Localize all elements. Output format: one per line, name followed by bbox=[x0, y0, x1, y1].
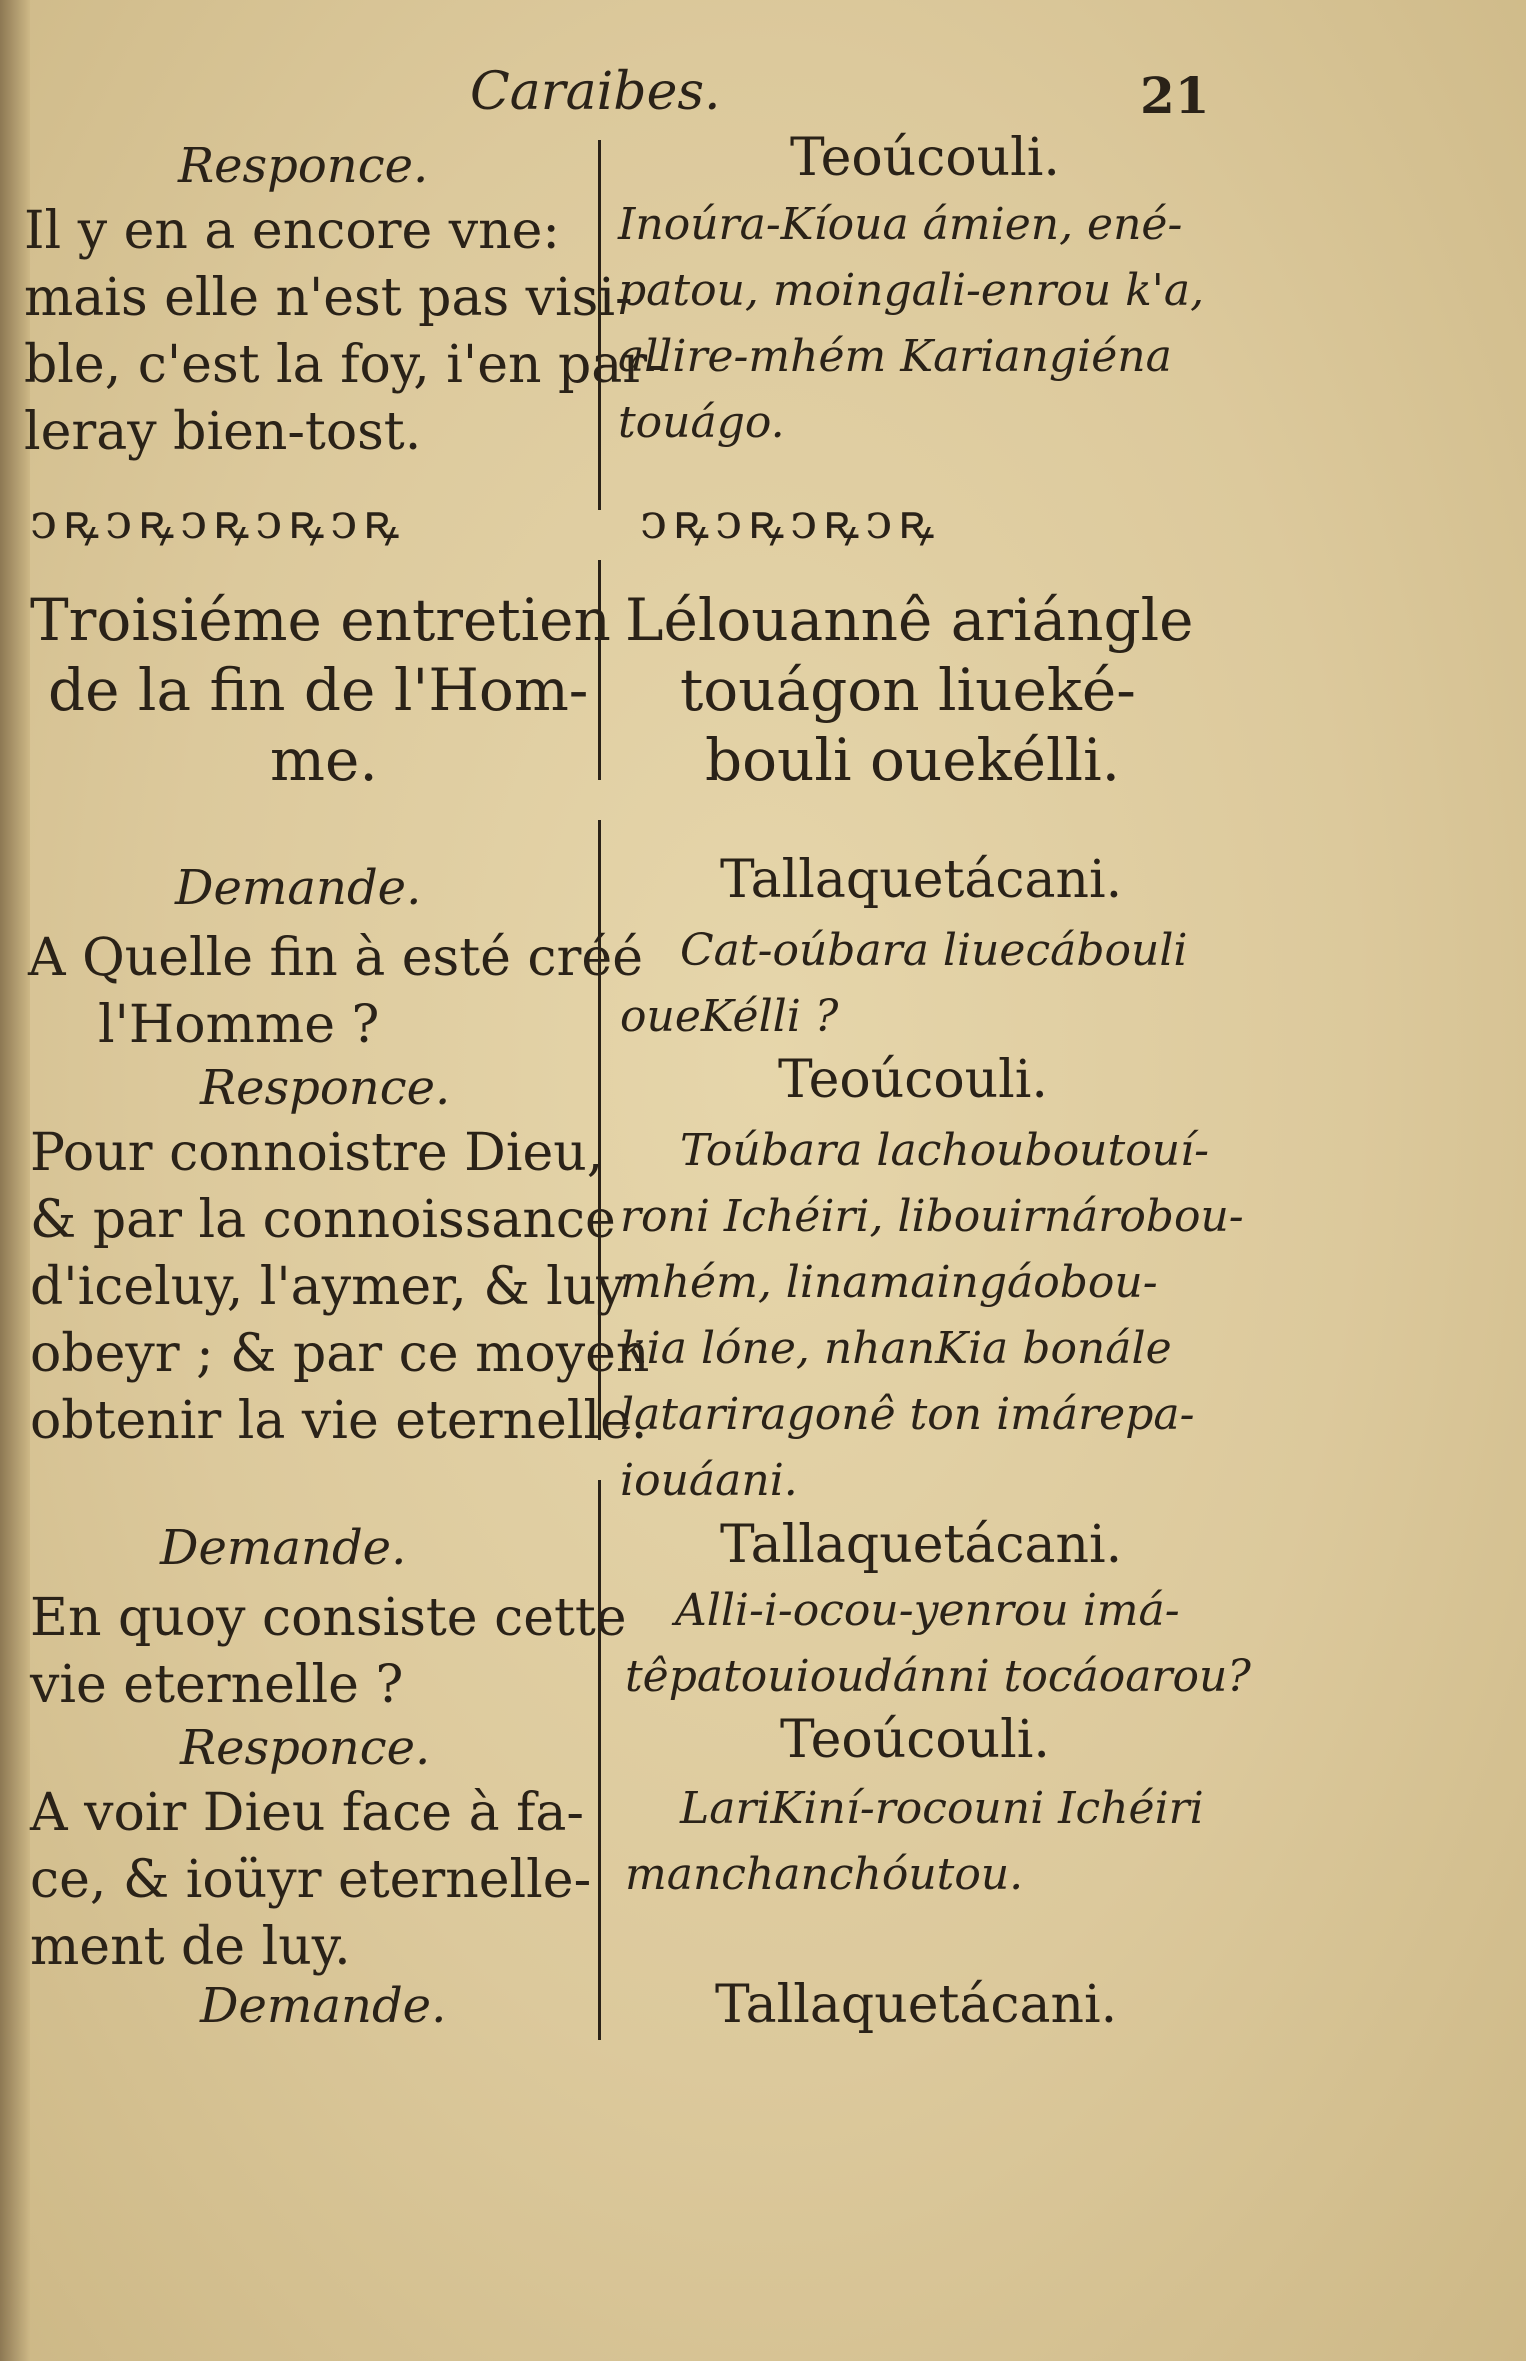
text-line: manchanchóutou. bbox=[625, 1849, 1024, 1900]
left-ornament: ↄꝶↄꝶↄꝶↄꝶↄꝶ bbox=[30, 494, 406, 550]
left-response-text bbox=[30, 1780, 591, 1981]
text-line: Toúbara lachouboutouí- bbox=[680, 1125, 1209, 1176]
text-line: A voir Dieu face à fa- bbox=[30, 1783, 584, 1843]
right-question-label: Tallaquetácani. bbox=[715, 1975, 1118, 2035]
text-line: & par la connoissance bbox=[30, 1190, 616, 1250]
right-response-text bbox=[620, 1118, 1244, 1514]
text-line: roni Ichéiri, libouirnárobou- bbox=[620, 1191, 1244, 1242]
text-line: ment de luy. bbox=[30, 1917, 351, 1977]
text-line: Inoúra-Kíoua ámien, ené- bbox=[618, 199, 1183, 250]
text-line: allire-mhém Kariangiéna bbox=[618, 331, 1172, 382]
text-line: l'Homme ? bbox=[98, 995, 380, 1055]
text-line: Pour connoistre Dieu, bbox=[30, 1123, 604, 1183]
left-response-text bbox=[24, 198, 665, 466]
text-line: A Quelle fin à esté créé bbox=[28, 928, 643, 988]
page-number: 21 bbox=[1140, 66, 1210, 125]
text-line: oueKélli ? bbox=[620, 991, 839, 1042]
left-response-label: Responce. bbox=[178, 138, 429, 194]
text-line: En quoy consiste cette bbox=[30, 1588, 627, 1648]
right-response-label: Teoúcouli. bbox=[780, 1710, 1050, 1770]
text-line: ble, c'est la foy, i'en par- bbox=[24, 335, 665, 395]
left-response-label: Responce. bbox=[180, 1720, 431, 1776]
text-line: Il y en a encore vne: bbox=[24, 201, 560, 261]
title-line: Troisiéme entretien bbox=[30, 586, 611, 654]
title-line: me. bbox=[270, 726, 378, 794]
title-line: bouli ouekélli. bbox=[705, 726, 1121, 794]
text-line: Alli-i-ocou-yenrou imá- bbox=[675, 1585, 1180, 1636]
right-response-text bbox=[625, 1776, 1204, 1908]
text-line: LariKiní-rocouni Ichéiri bbox=[680, 1783, 1204, 1834]
text-line: obtenir la vie eternelle. bbox=[30, 1391, 648, 1451]
right-question-label: Tallaquetácani. bbox=[720, 1515, 1123, 1575]
text-line: obeyr ; & par ce moyen bbox=[30, 1324, 650, 1384]
text-line: mais elle n'est pas visi- bbox=[24, 268, 633, 328]
right-question-text bbox=[620, 918, 1187, 1050]
text-line: têpatouioudánni tocáoarou? bbox=[625, 1651, 1251, 1702]
left-question-text bbox=[28, 925, 643, 1059]
left-response-text bbox=[30, 1120, 649, 1455]
title-line: Lélouannê ariángle bbox=[625, 586, 1194, 654]
title-line: touágon liueké- bbox=[680, 656, 1136, 724]
right-question-text bbox=[625, 1578, 1251, 1710]
text-line: mhém, linamaingáobou- bbox=[620, 1257, 1158, 1308]
text-line: touágo. bbox=[618, 397, 785, 448]
text-line: vie eternelle ? bbox=[30, 1655, 404, 1715]
text-line: leray bien-tost. bbox=[24, 402, 422, 462]
left-question-label: Demande. bbox=[200, 1978, 447, 2034]
left-question-label: Demande. bbox=[160, 1520, 407, 1576]
right-response-label: Teoúcouli. bbox=[790, 128, 1060, 188]
left-response-label: Responce. bbox=[200, 1060, 451, 1116]
title-line: de la fin de l'Hom- bbox=[48, 656, 589, 724]
right-ornament: ↄꝶↄꝶↄꝶↄꝶ bbox=[640, 494, 941, 550]
right-response-text bbox=[618, 192, 1204, 456]
text-line: iouáani. bbox=[620, 1455, 798, 1506]
text-line: latariragonê ton imárepa- bbox=[620, 1389, 1195, 1440]
left-question-text bbox=[30, 1585, 627, 1719]
text-line: ce, & ioüyr eternelle- bbox=[30, 1850, 592, 1910]
left-question-label: Demande. bbox=[175, 860, 422, 916]
running-title: Caraibes. bbox=[470, 62, 721, 122]
right-response-label: Teoúcouli. bbox=[778, 1050, 1048, 1110]
right-section-title bbox=[625, 585, 1194, 795]
text-line: kia lóne, nhanKia bonále bbox=[620, 1323, 1172, 1374]
text-line: d'iceluy, l'aymer, & luy bbox=[30, 1257, 626, 1317]
right-question-label: Tallaquetácani. bbox=[720, 850, 1123, 910]
left-section-title bbox=[30, 585, 611, 795]
text-line: Cat-oúbara liuecábouli bbox=[680, 925, 1188, 976]
column-rule bbox=[598, 1480, 601, 2040]
text-line: patou, moingali-enrou k'a, bbox=[618, 265, 1205, 316]
